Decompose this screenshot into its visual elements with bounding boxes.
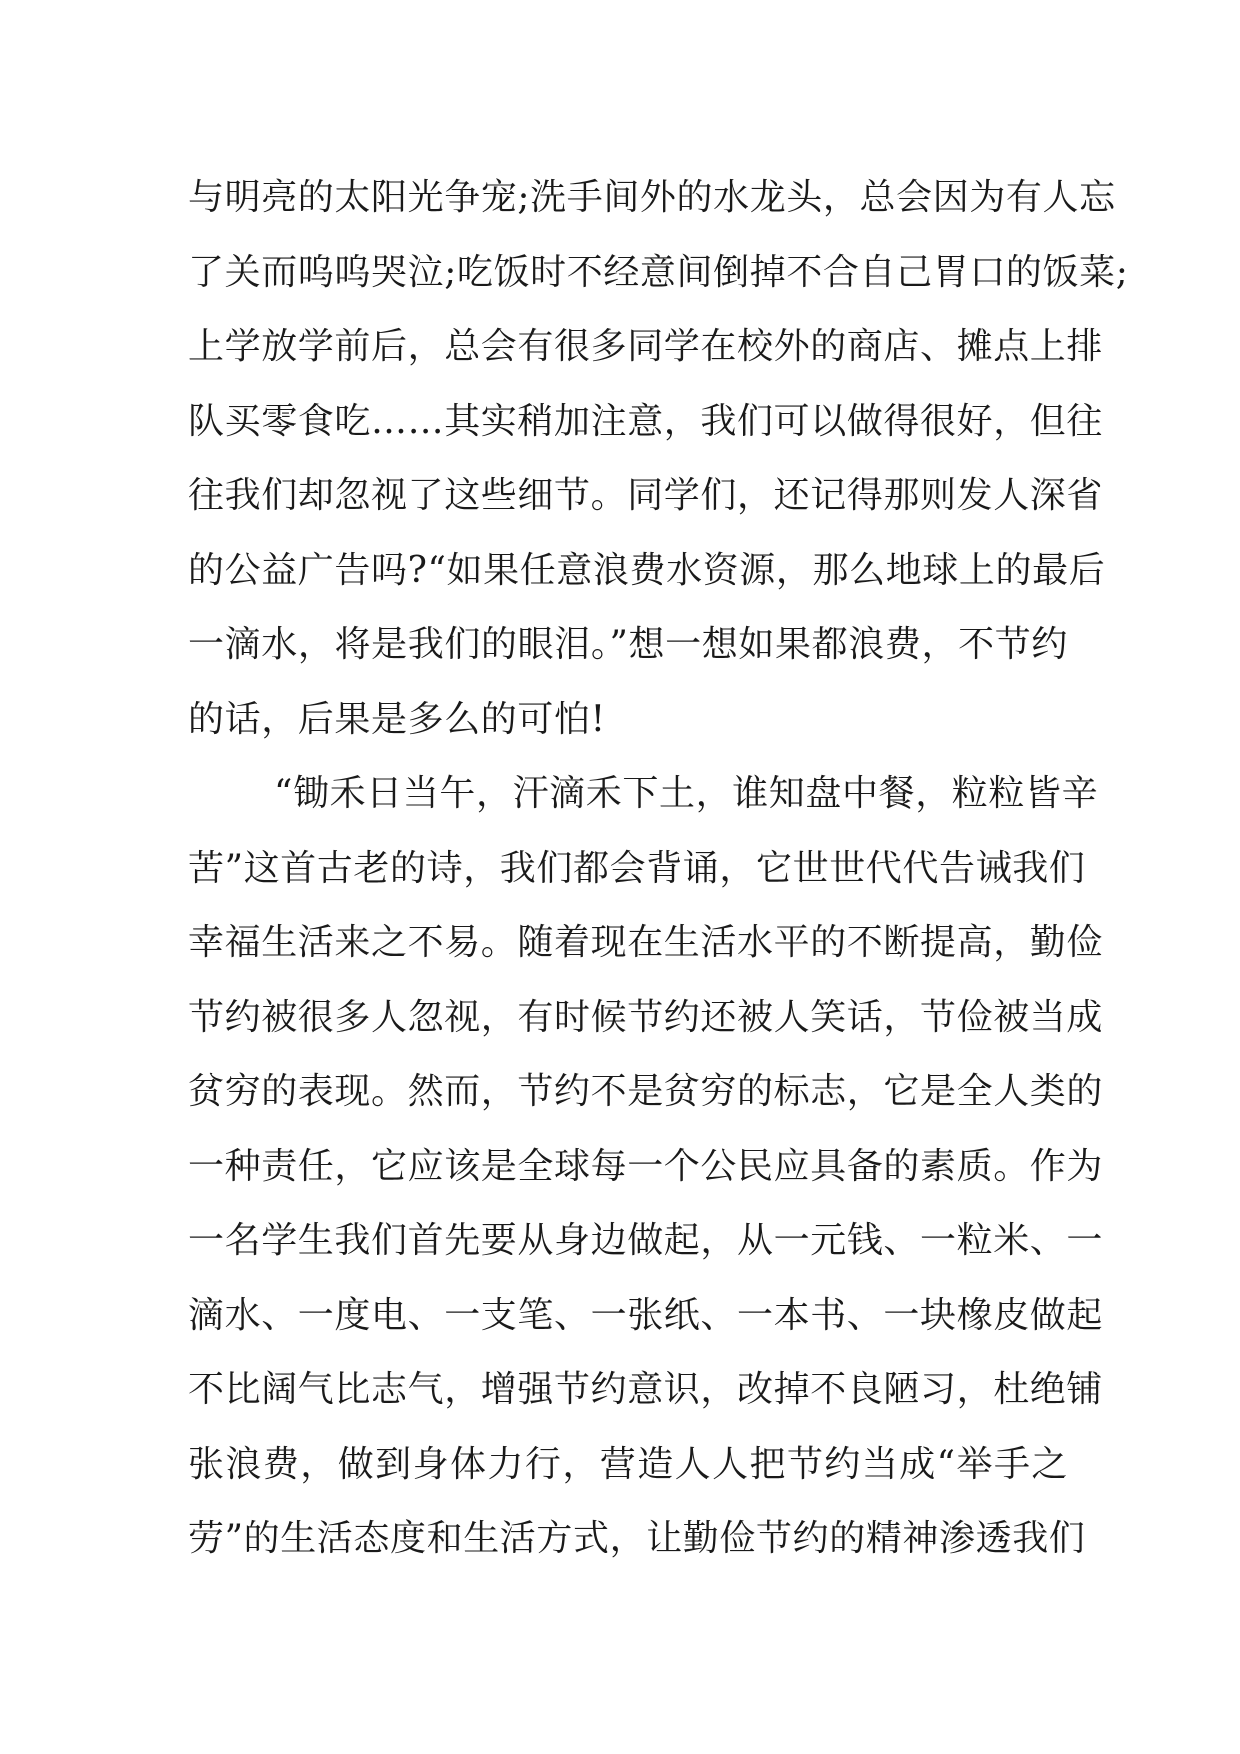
- text-line: 张浪费，做到身体力行，营造人人把节约当成“举手之: [188, 1443, 1068, 1485]
- paragraph-end-line: 的话，后果是多么的可怕!: [188, 698, 606, 740]
- text-line: 幸福生活来之不易。随着现在生活水平的不断提高，勤俭: [188, 922, 1104, 963]
- text-line: 了关而呜呜哭泣;吃饭时不经意间倒掉不合自己胃口的饭菜;: [188, 251, 1129, 293]
- text-line: 的公益广告吗?“如果任意浪费水资源，那么地球上的最后: [188, 549, 1106, 591]
- body-text: [188, 168, 1129, 1584]
- paragraph-start-line: “锄禾日当午，汗滴禾下土，谁知盘中餐，粒粒皆辛: [274, 773, 1099, 814]
- text-line: 劳”的生活态度和生活方式，让勤俭节约的精神渗透我们: [188, 1518, 1086, 1559]
- text-line: 一名学生我们首先要从身边做起，从一元钱、一粒米、一: [188, 1220, 1104, 1261]
- text-line: 往我们却忽视了这些细节。同学们，还记得那则发人深省: [188, 475, 1104, 516]
- text-line: 不比阔气比志气，增强节约意识，改掉不良陋习，杜绝铺: [188, 1369, 1104, 1410]
- text-line: 贫穷的表现。然而，节约不是贫穷的标志，它是全人类的: [188, 1071, 1104, 1112]
- text-line: 一滴水，将是我们的眼泪。”想一想如果都浪费，不节约: [188, 624, 1068, 665]
- text-line: 队买零食吃……其实稍加注意，我们可以做得很好，但往: [188, 400, 1104, 442]
- text-line: 苦”这首古老的诗，我们都会背诵，它世世代代告诫我们: [188, 847, 1086, 889]
- text-line: 上学放学前后，总会有很多同学在校外的商店、摊点上排: [188, 326, 1104, 367]
- text-line: 与明亮的太阳光争宠;洗手间外的水龙头，总会因为有人忘: [188, 177, 1116, 218]
- text-line: 一种责任，它应该是全球每一个公民应具备的素质。作为: [188, 1145, 1104, 1187]
- text-line: 节约被很多人忽视，有时候节约还被人笑话，节俭被当成: [188, 996, 1104, 1038]
- text-line: 滴水、一度电、一支笔、一张纸、一本书、一块橡皮做起: [188, 1294, 1104, 1336]
